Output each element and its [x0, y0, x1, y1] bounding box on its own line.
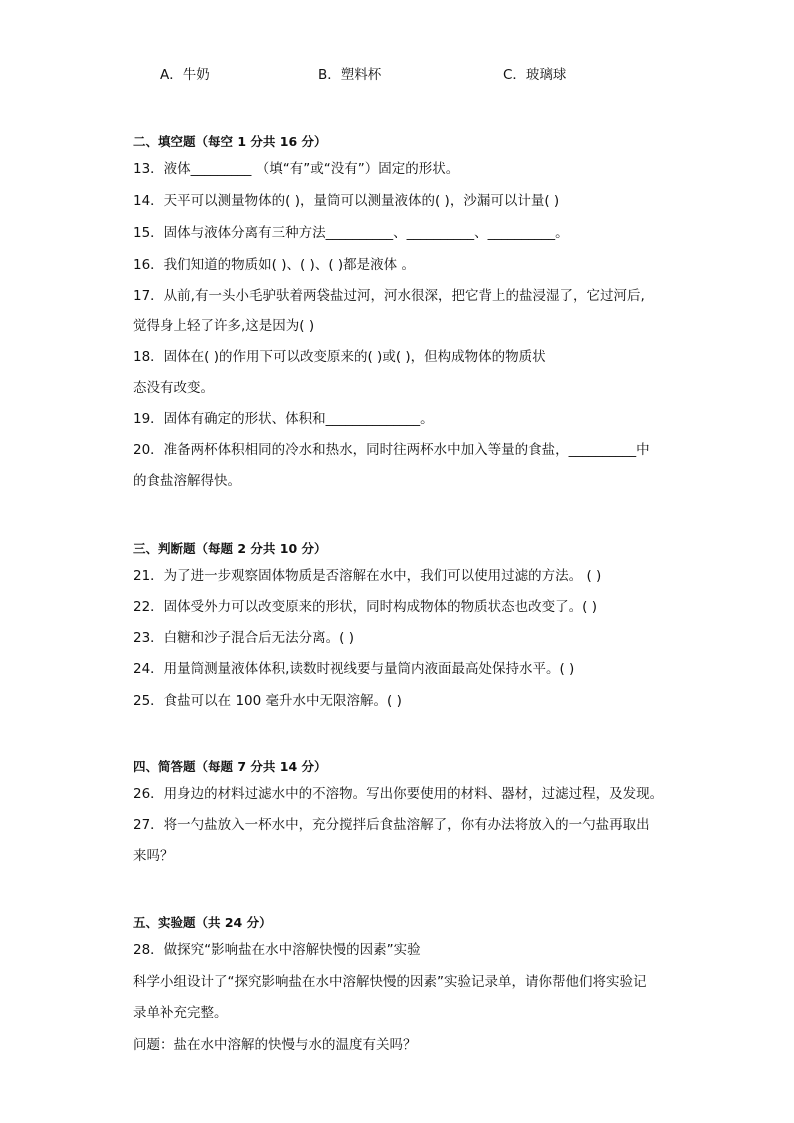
question-27-line-1: 27．将一勺盐放入一杯水中，充分搅拌后食盐溶解了，你有办法将放入的一勺盐再取出 — [133, 817, 650, 833]
question-24: 24．用量筒测量液体体积,读数时视线要与量筒内液面最高处保持水平。( ) — [133, 661, 575, 677]
option-a: A．牛奶 — [160, 67, 210, 83]
option-b: B．塑料杯 — [318, 67, 382, 83]
question-19: 19．固体有确定的形状、体积和______________。 — [133, 411, 434, 427]
question-17-line-2: 觉得身上轻了许多,这是因为( ) — [133, 318, 315, 334]
question-22: 22．固体受外力可以改变原来的形状，同时构成物体的物质状态也改变了。( ) — [133, 599, 598, 615]
question-25: 25．食盐可以在 100 毫升水中无限溶解。( ) — [133, 693, 402, 709]
question-27-line-2: 来吗？ — [133, 848, 174, 864]
question-28: 28．做探究“影响盐在水中溶解快慢的因素”实验 — [133, 942, 421, 958]
question-28-description-line-1: 科学小组设计了“探究影响盐在水中溶解快慢的因素”实验记录单，请你帮他们将实验记 — [133, 974, 647, 990]
question-18-line-1: 18．固体在( )的作用下可以改变原来的( )或( )，但构成物体的物质状 — [133, 349, 546, 365]
question-13: 13．液体_________ （填“有”或“没有”）固定的形状。 — [133, 161, 460, 177]
question-26: 26．用身边的材料过滤水中的不溶物。写出你要使用的材料、器材，过滤过程，及发现。 — [133, 786, 664, 802]
question-15: 15．固体与液体分离有三种方法__________、__________、__________。 — [133, 225, 569, 241]
question-23: 23．白糖和沙子混合后无法分离。( ) — [133, 630, 355, 646]
question-20-line-1: 20．准备两杯体积相同的冷水和热水，同时往两杯水中加入等量的食盐，__________中 — [133, 442, 650, 458]
section-fill-blank-heading: 二、填空题（每空 1 分共 16 分） — [133, 134, 327, 149]
section-judge-heading: 三、判断题（每题 2 分共 10 分） — [133, 541, 327, 556]
question-17-line-1: 17．从前,有一头小毛驴驮着两袋盐过河，河水很深，把它背上的盐浸湿了，它过河后, — [133, 288, 645, 304]
question-28-problem: 问题：盐在水中溶解的快慢与水的温度有关吗？ — [133, 1037, 417, 1053]
section-experiment-heading: 五、实验题（共 24 分） — [133, 915, 272, 930]
question-16: 16．我们知道的物质如( )、( )、( )都是液体 。 — [133, 257, 415, 273]
section-short-answer-heading: 四、简答题（每题 7 分共 14 分） — [133, 759, 327, 774]
option-c: C．玻璃球 — [503, 67, 567, 83]
question-14: 14．天平可以测量物体的( )，量筒可以测量液体的( )，沙漏可以计量( ) — [133, 193, 560, 209]
question-18-line-2: 态没有改变。 — [133, 380, 214, 396]
question-21: 21．为了进一步观察固体物质是否溶解在水中，我们可以使用过滤的方法。 ( ) — [133, 568, 602, 584]
question-28-description-line-2: 录单补充完整。 — [133, 1005, 228, 1021]
question-20-line-2: 的食盐溶解得快。 — [133, 473, 241, 489]
